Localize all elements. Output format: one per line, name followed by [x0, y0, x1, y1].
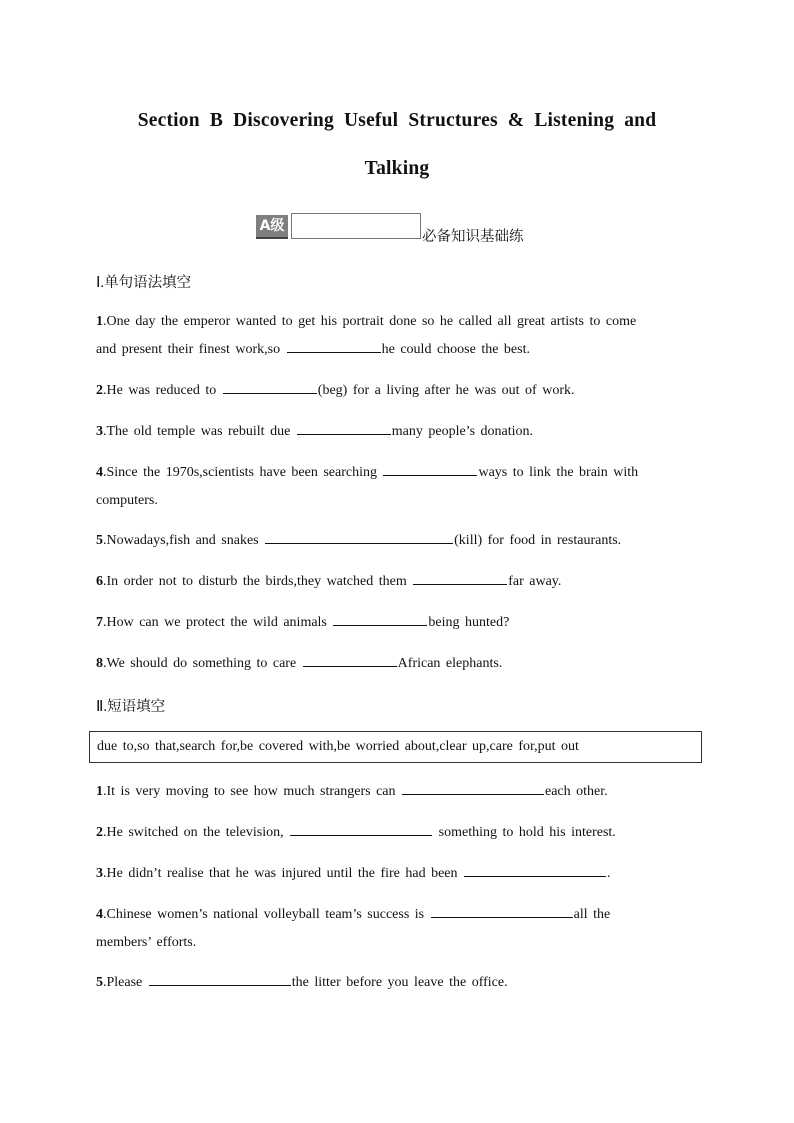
answer-blank[interactable] — [265, 529, 453, 544]
question-number: 3 — [96, 424, 103, 439]
page-title-continued: Talking — [364, 158, 430, 179]
question-text-after-blank: far away. — [508, 574, 562, 589]
question-number: 6 — [96, 574, 103, 589]
answer-blank[interactable] — [413, 570, 507, 585]
question-number: 5 — [96, 975, 103, 990]
section-2-heading — [96, 695, 165, 716]
question-text-after-blank: each other. — [545, 784, 608, 799]
question-text-after-blank: (beg) for a living after he was out of work. — [317, 383, 575, 398]
answer-blank[interactable] — [383, 461, 477, 476]
question-2-4 — [96, 901, 676, 957]
question-text-after-blank: something to hold his interest. — [433, 825, 616, 840]
section-1-title: 单句语法填空 — [104, 275, 192, 291]
question-number: 1 — [96, 784, 103, 799]
question-number: 8 — [96, 656, 103, 671]
answer-blank[interactable] — [464, 862, 606, 877]
question-1-2 — [96, 377, 676, 405]
question-1-8 — [96, 650, 676, 678]
phrase-word-box: due to,so that,search for,be covered with,be worried about,clear up,care for,put out — [89, 731, 702, 763]
question-text: .It is very moving to see how much strangers can — [103, 784, 401, 799]
question-text-after-blank: many people’s donation. — [391, 424, 534, 439]
question-text-line2: computers. — [96, 493, 158, 508]
question-text-after-blank: ways to link the brain with — [478, 465, 639, 480]
question-text: .Since the 1970s,scientists have been searching — [103, 465, 383, 480]
question-text-after-blank: African elephants. — [397, 656, 503, 671]
section-1-heading — [96, 271, 191, 292]
question-1-6 — [96, 568, 676, 596]
question-number: 2 — [96, 383, 103, 398]
question-text: .The old temple was rebuilt due — [103, 424, 296, 439]
question-text: .Nowadays,fish and snakes — [103, 533, 265, 548]
question-text-after-blank: (kill) for food in restaurants. — [454, 533, 622, 548]
question-1-1 — [96, 308, 676, 364]
section-2-title: 短语填空 — [107, 699, 166, 715]
question-number: 5 — [96, 533, 103, 548]
question-1-3 — [96, 418, 676, 446]
question-number: 4 — [96, 907, 103, 922]
question-text-after-blank: the litter before you leave the office. — [291, 975, 508, 990]
question-number: 7 — [96, 615, 103, 630]
page-title: Section B Discovering Useful Structures & Listening and — [137, 110, 657, 131]
question-text: .One day the emperor wanted to get his portrait done so he called all great artists to come — [103, 314, 637, 329]
level-badge: A级 — [256, 215, 288, 239]
question-text: .He switched on the television, — [103, 825, 290, 840]
answer-blank[interactable] — [402, 780, 544, 795]
question-number: 3 — [96, 866, 103, 881]
answer-blank[interactable] — [223, 379, 317, 394]
answer-blank[interactable] — [431, 903, 573, 918]
question-text: .He was reduced to — [103, 383, 222, 398]
answer-blank[interactable] — [297, 420, 391, 435]
question-text-after-blank: . — [607, 866, 611, 881]
question-number: 1 — [96, 314, 103, 329]
question-text-after-blank: he could choose the best. — [381, 342, 530, 357]
question-text: .In order not to disturb the birds,they watched them — [103, 574, 413, 589]
question-text: .We should do something to care — [103, 656, 302, 671]
question-2-3 — [96, 860, 676, 888]
question-text: .How can we protect the wild animals — [103, 615, 333, 630]
answer-blank[interactable] — [290, 821, 432, 836]
question-text-line2: members’ efforts. — [96, 935, 197, 950]
question-text: .Please — [103, 975, 148, 990]
question-number: 2 — [96, 825, 103, 840]
question-2-5 — [96, 969, 676, 997]
question-number: 4 — [96, 465, 103, 480]
section-2-number: Ⅱ. — [96, 699, 108, 715]
question-1-7 — [96, 609, 676, 637]
question-2-1 — [96, 778, 676, 806]
question-text: .He didn’t realise that he was injured until the fire had been — [103, 866, 464, 881]
section-1-number: Ⅰ. — [96, 275, 105, 291]
question-2-2 — [96, 819, 676, 847]
answer-blank[interactable] — [149, 971, 291, 986]
question-text: .Chinese women’s national volleyball team’s success is — [103, 907, 430, 922]
answer-blank[interactable] — [287, 338, 381, 353]
question-text-after-blank: all the — [573, 907, 611, 922]
level-label: 必备知识基础练 — [422, 229, 524, 245]
level-score-box — [291, 213, 421, 239]
answer-blank[interactable] — [333, 611, 427, 626]
answer-blank[interactable] — [303, 652, 397, 667]
question-1-5 — [96, 527, 676, 555]
question-1-4 — [96, 459, 676, 515]
question-text-line2: and present their finest work,so — [96, 342, 286, 357]
question-text-after-blank: being hunted? — [428, 615, 510, 630]
